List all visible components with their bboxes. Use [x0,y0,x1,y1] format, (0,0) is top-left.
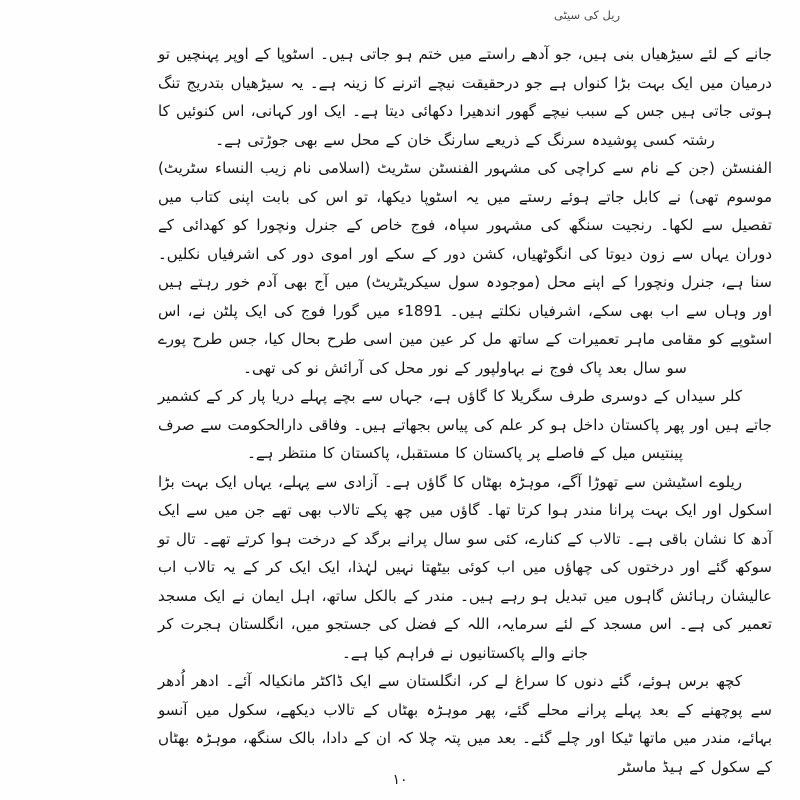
paragraph: کلر سیداں کے دوسری طرف سگریلا کا گاؤں ہے، جہاں سے بچے پہلے دریا پار کر کے کشمیر جاتے ہیں اور پھر پاکستان داخل ہو کر علم کی پیاس بجھاتے ہیں۔ وفاقی دارالحکومت سے صرف پینتیس میل کے فاصلے پر پاکستان کا مستقبل، پاکستان کا منتظر ہے۔ [158,387,772,462]
paragraph: جانے کے لئے سیڑھیاں بنی ہیں، جو آدھے راستے میں ختم ہو جاتی ہیں۔ اسٹوپا کے اوپر پہنچیں تو درمیان میں ایک بہت بڑا کنواں ہے جو درحقیقت نیچے اترنے کا زینہ ہے۔ یہ سیڑھیاں بتدریج تنگ ہوتی جاتی ہیں جس کے سبب نیچے گھور اندھیرا دکھائی دیتا ہے۔ ایک اور کہانی، اس کنوئیں کا رشتہ کسی پوشیدہ سرنگ کے ذریعے سارنگ خان کے محل سے بھی جوڑتی ہے۔ [158,45,772,149]
paragraph: کچھ برس ہوئے، گئے دنوں کا سراغ لے کر، انگلستان سے ایک ڈاکٹر مانکیالہ آئے۔ ادھر اُدھر سے پوچھنے کے بعد پہلے پرانے محلے گئے، پھر موہڑہ بھٹاں کے تالاب دیکھے، سکول میں آنسو بہائے، مندر میں ماتھا ٹیکا اور چلے گئے۔ بعد میں پتہ چلا کہ ان کے دادا، بالک سنگھ، موہڑہ بھٹاں کے سکول کے ہیڈ ماسٹر [158,672,772,776]
body-text [158,40,772,781]
running-header: ریل کی سیٹی [554,8,620,22]
paragraph: الفنسٹن (جن کے نام سے کراچی کی مشہور الفنسٹن سٹریٹ (اسلامی نام زیب النساء سٹریٹ) موسوم تھی) نے کابل جاتے ہوئے رستے میں یہ اسٹوپا دیکھا، تو اس کی بابت اپنی کتاب میں تفصیل سے لکھا۔ رنجیت سنگھ کی مشہور سپاہ، فوج خاص کے جنرل ونچورا کو کھدائی کے دوران یہاں سے زون دیوتا کی انگوٹھیاں، کشن دور کے سکے اور اموی دور کی اشرفیاں نکلیں۔ سنا ہے، جنرل ونچورا کے اپنے محل (موجودہ سول سیکریٹریٹ) میں آج بھی آدم خور رہتے ہیں اور وہاں سے اب بھی سکے، اشرفیاں نکلتے ہیں۔ 1891ء میں گورا فوج کی ایک پلٹن نے، اس اسٹوپے کو مقامی ماہر تعمیرات کے ساتھ مل کر عین مین اسی طرح بحال کیا، جس طرح پورے سو سال بعد پاک فوج نے بہاولپور کے نور محل کی آرائش نو کی تھی۔ [158,159,772,377]
paragraph: ریلوے اسٹیشن سے تھوڑا آگے، موہڑہ بھٹاں کا گاؤں ہے۔ آزادی سے پہلے، یہاں ایک بہت بڑا اسکول اور ایک بہت پرانا مندر ہوا کرتا تھا۔ گاؤں میں چھ پکے تالاب بھی تھے جن میں سے ایک آدھ کا نشان باقی ہے۔ تالاب کے کنارے، کئی سو سال پرانے برگد کے درخت ہوا کرتے تھے۔ تال تو سوکھ گئے اور درختوں کی چھاؤں میں اب کوئی بیٹھتا نہیں لہٰذا، ایک ایک کر کے یہ تالاب اب عالیشان رہائش گاہوں میں تبدیل ہو رہے ہیں۔ مندر کے بالکل ساتھ، اہل ایمان نے ایک مسجد تعمیر کی ہے۔ اس مسجد کے لئے سرمایہ، اللہ کے فضل کی جستجو میں، انگلستان ہجرت کر جانے والے پاکستانیوں نے فراہم کیا ہے۔ [158,472,772,662]
page-number: ۱۰ [392,772,408,788]
